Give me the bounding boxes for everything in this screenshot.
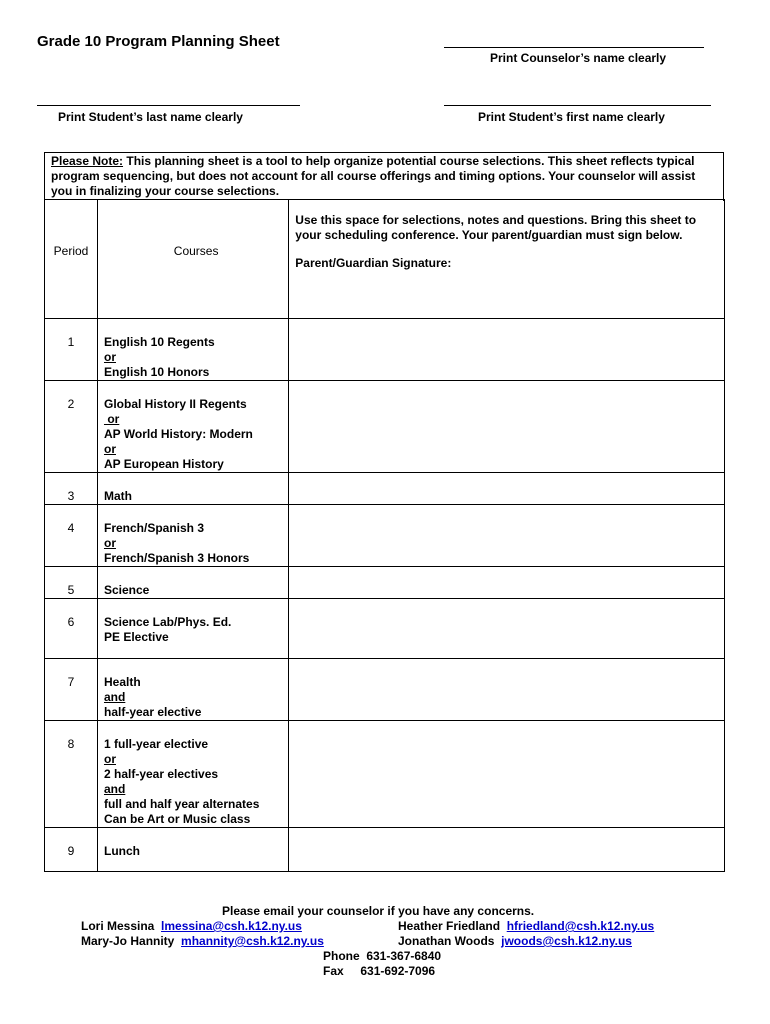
counselor-contact-3 bbox=[81, 934, 324, 948]
notes-cell[interactable] bbox=[289, 473, 725, 505]
course-name: AP World History: Modern bbox=[103, 427, 253, 441]
period-cell bbox=[45, 505, 98, 567]
period-cell bbox=[45, 319, 98, 381]
period-number: 6 bbox=[67, 615, 75, 629]
course-connector: and bbox=[103, 690, 126, 704]
counselor-name-label: Print Counselor’s name clearly bbox=[490, 51, 667, 65]
counselor-contact-4 bbox=[398, 934, 632, 948]
notes-header bbox=[289, 200, 725, 319]
notes-cell[interactable] bbox=[289, 505, 725, 567]
table-row bbox=[45, 319, 725, 381]
course-options bbox=[104, 599, 288, 645]
table-header-row bbox=[45, 200, 725, 319]
period-number: 1 bbox=[67, 335, 75, 349]
course-cell bbox=[97, 381, 288, 473]
period-number: 2 bbox=[67, 397, 75, 411]
period-cell bbox=[45, 721, 98, 828]
period-number: 5 bbox=[67, 583, 75, 597]
course-name: PE Elective bbox=[103, 630, 169, 644]
counselor-email-link[interactable]: hfriedland@csh.k12.ny.us bbox=[506, 919, 655, 933]
period-number: 9 bbox=[67, 844, 75, 858]
phone-number: Phone 631-367-6840 bbox=[323, 949, 442, 963]
course-name: Science bbox=[103, 583, 150, 597]
last-name-line[interactable] bbox=[37, 105, 300, 106]
period-header: Period bbox=[45, 200, 98, 319]
course-name: 2 half-year electives bbox=[103, 767, 219, 781]
table-row bbox=[45, 567, 725, 599]
course-connector: or bbox=[103, 442, 116, 456]
course-connector: or bbox=[103, 536, 116, 550]
course-planning-table bbox=[44, 199, 725, 872]
table-row bbox=[45, 721, 725, 828]
notes-cell[interactable] bbox=[289, 828, 725, 872]
course-name: half-year elective bbox=[103, 705, 202, 719]
notes-cell[interactable] bbox=[289, 599, 725, 659]
course-options bbox=[104, 659, 288, 720]
period-cell bbox=[45, 567, 98, 599]
course-cell bbox=[97, 659, 288, 721]
course-name: full and half year alternates bbox=[103, 797, 260, 811]
course-options bbox=[104, 505, 288, 566]
counselor-name-line[interactable] bbox=[444, 47, 704, 48]
parent-signature-label[interactable]: Parent/Guardian Signature: bbox=[295, 256, 452, 270]
first-name-line[interactable] bbox=[444, 105, 711, 106]
period-cell bbox=[45, 828, 98, 872]
table-row bbox=[45, 381, 725, 473]
course-cell bbox=[97, 473, 288, 505]
course-options bbox=[104, 319, 288, 380]
course-options bbox=[104, 381, 288, 472]
table-row bbox=[45, 505, 725, 567]
course-name: French/Spanish 3 bbox=[103, 521, 205, 535]
counselor-email-link[interactable]: mhannity@csh.k12.ny.us bbox=[181, 934, 324, 948]
course-name: Lunch bbox=[103, 844, 140, 858]
notes-cell[interactable] bbox=[289, 721, 725, 828]
course-name: English 10 Honors bbox=[103, 365, 210, 379]
counselor-name: Mary-Jo Hannity bbox=[81, 934, 175, 948]
table-row bbox=[45, 473, 725, 505]
course-connector: or bbox=[103, 350, 116, 364]
notes-cell[interactable] bbox=[289, 567, 725, 599]
course-cell bbox=[97, 721, 288, 828]
counselor-contact-1 bbox=[81, 919, 302, 933]
fax-number: Fax 631-692-7096 bbox=[323, 964, 436, 978]
course-options bbox=[104, 828, 288, 859]
table-row bbox=[45, 828, 725, 872]
notes-instructions: Use this space for selections, notes and questions. Bring this sheet to your scheduling conference. Your parent/guardian must sign below. bbox=[295, 213, 697, 242]
table-row bbox=[45, 659, 725, 721]
course-connector: or bbox=[103, 752, 116, 766]
counselor-name: Jonathan Woods bbox=[398, 934, 495, 948]
period-number: 8 bbox=[67, 737, 75, 751]
course-name: AP European History bbox=[103, 457, 224, 471]
course-name: Science Lab/Phys. Ed. bbox=[103, 615, 232, 629]
course-name: 1 full-year elective bbox=[103, 737, 209, 751]
period-cell bbox=[45, 381, 98, 473]
notes-cell[interactable] bbox=[289, 381, 725, 473]
period-number: 3 bbox=[67, 489, 75, 503]
footer-intro: Please email your counselor if you have any concerns. bbox=[222, 904, 535, 918]
notes-cell[interactable] bbox=[289, 319, 725, 381]
period-number: 4 bbox=[67, 521, 75, 535]
course-options bbox=[104, 721, 288, 827]
page-title: Grade 10 Program Planning Sheet bbox=[37, 33, 280, 50]
courses-header: Courses bbox=[97, 200, 288, 319]
first-name-label: Print Student’s first name clearly bbox=[478, 110, 665, 124]
last-name-label: Print Student’s last name clearly bbox=[58, 110, 243, 124]
course-name: Health bbox=[103, 675, 141, 689]
course-options bbox=[104, 473, 288, 504]
period-number: 7 bbox=[67, 675, 75, 689]
notes-cell[interactable] bbox=[289, 659, 725, 721]
course-cell bbox=[97, 505, 288, 567]
course-cell bbox=[97, 567, 288, 599]
please-note-box bbox=[44, 152, 724, 201]
course-name: English 10 Regents bbox=[103, 335, 215, 349]
course-options bbox=[104, 567, 288, 598]
table-row bbox=[45, 599, 725, 659]
course-name: Can be Art or Music class bbox=[103, 812, 251, 826]
counselor-email-link[interactable]: jwoods@csh.k12.ny.us bbox=[501, 934, 632, 948]
course-name: Math bbox=[103, 489, 132, 503]
course-cell bbox=[97, 319, 288, 381]
period-cell bbox=[45, 659, 98, 721]
course-name: Global History II Regents bbox=[103, 397, 247, 411]
counselor-email-link[interactable]: lmessina@csh.k12.ny.us bbox=[161, 919, 302, 933]
course-cell bbox=[97, 828, 288, 872]
course-connector: or bbox=[103, 412, 120, 426]
course-cell bbox=[97, 599, 288, 659]
period-cell bbox=[45, 599, 98, 659]
period-cell bbox=[45, 473, 98, 505]
note-prefix: Please Note: bbox=[51, 154, 124, 168]
course-connector: and bbox=[103, 782, 126, 796]
course-name: French/Spanish 3 Honors bbox=[103, 551, 250, 565]
counselor-name: Heather Friedland bbox=[398, 919, 501, 933]
note-text: This planning sheet is a tool to help organize potential course selections. This sheet reflects typical program sequencing, but does not account for all course offerings and timing options. Your counselor will assist you in finalizing your course selections. bbox=[51, 154, 696, 198]
counselor-contact-2 bbox=[398, 919, 654, 933]
counselor-name: Lori Messina bbox=[81, 919, 155, 933]
